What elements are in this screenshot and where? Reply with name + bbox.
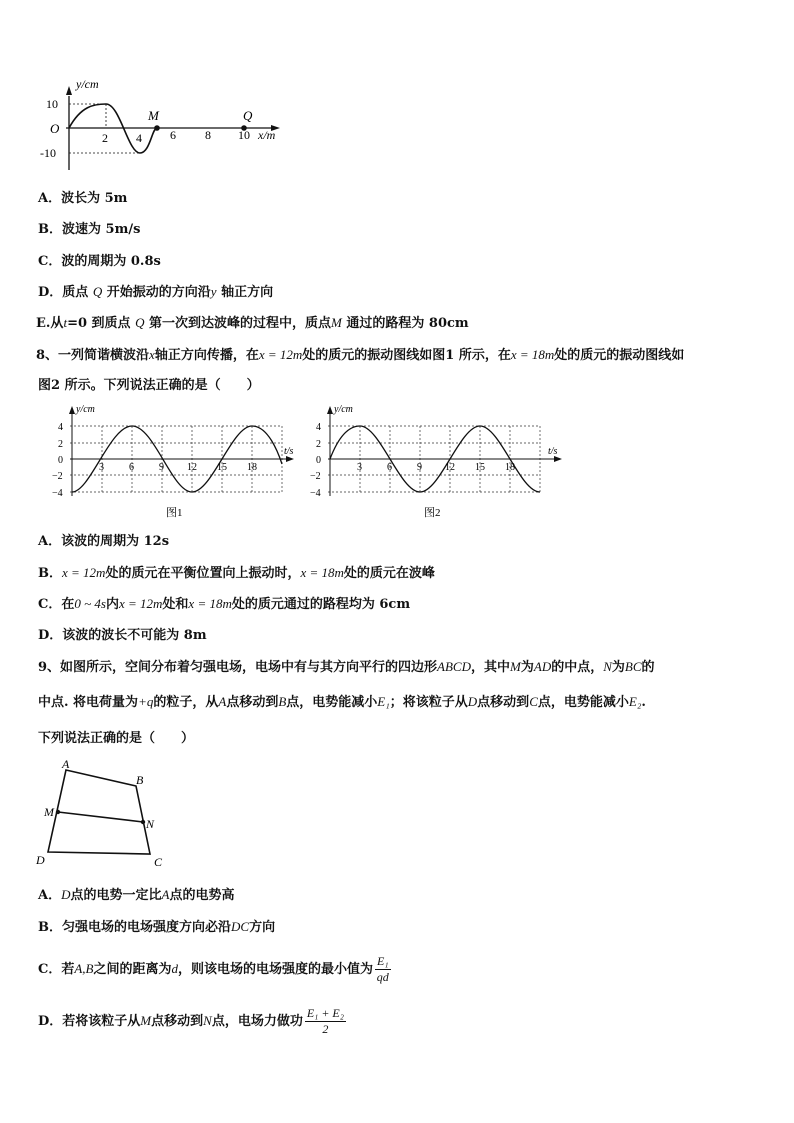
option-letter: A．: [38, 191, 62, 206]
text: =0 到质点: [67, 316, 131, 331]
text: 内: [105, 597, 119, 612]
fraction: [305, 1006, 346, 1037]
text: 为: [520, 660, 534, 675]
q7-wave-graph: [36, 76, 286, 172]
t-tick: 15: [475, 462, 485, 473]
var-q: Q: [92, 284, 103, 299]
q9-option-b: [38, 916, 275, 935]
q9-stem-line3: 下列说法正确的是（ ）: [38, 731, 195, 746]
text: ，其中: [471, 660, 511, 675]
text: B．匀强电场的电场强度方向必沿: [38, 920, 231, 935]
equation: x = 18m: [510, 347, 555, 362]
y-tick: 0: [316, 455, 321, 466]
var: D: [61, 887, 71, 902]
text: 点的电势高: [169, 888, 235, 903]
text: A．: [38, 888, 62, 903]
q9-option-c: [38, 954, 391, 985]
y-axis-label: y/cm: [334, 404, 353, 415]
t-axis-label: t/s: [548, 446, 558, 457]
q8-option-a: A．该波的周期为 12s: [38, 534, 170, 549]
q9-quadrilateral-figure: [32, 756, 172, 872]
y-tick: 0: [58, 455, 63, 466]
var-q: Q: [135, 315, 145, 330]
y-tick: −4: [310, 488, 321, 499]
var: E₁: [377, 694, 390, 709]
vertex-d-label: D: [36, 853, 45, 867]
option-letter: B．: [38, 222, 62, 237]
text: 处的质元的振动图线如: [554, 348, 685, 363]
var: E₂: [628, 694, 642, 709]
midpoint-m-label: M: [44, 805, 54, 819]
option-letter: C．: [38, 254, 62, 269]
t-tick: 18: [247, 462, 257, 473]
var: AD: [533, 659, 552, 674]
q7-x-tick: 4: [136, 131, 142, 145]
q7-y-tick-top: 10: [46, 97, 58, 111]
t-axis-label: t/s: [284, 446, 294, 457]
text: D．若将该粒子从: [38, 1014, 141, 1029]
equation: x = 12m: [118, 596, 163, 611]
equation: 0 ~ 4s: [74, 596, 106, 611]
y-tick: 2: [316, 439, 321, 450]
var: A,B: [74, 961, 94, 976]
q7-option-a: [38, 187, 127, 206]
text: 8、一列简谐横波沿: [36, 348, 150, 363]
q9-option-d: [38, 1006, 346, 1037]
y-tick: 2: [58, 439, 63, 450]
midpoint-n-label: N: [146, 817, 155, 831]
text: 处的质元通过的路程均为 6cm: [231, 597, 411, 612]
text: 点，电场力做功: [211, 1014, 303, 1029]
q7-option-d: [38, 281, 273, 300]
y-tick: 4: [58, 422, 63, 433]
t-tick: 3: [99, 462, 104, 473]
t-tick: 9: [417, 462, 422, 473]
t-tick: 9: [159, 462, 164, 473]
text: 轴正方向传播，在: [154, 348, 259, 363]
fraction: [375, 954, 391, 985]
var-m: M: [331, 315, 342, 330]
q7-origin-label: O: [50, 121, 60, 136]
q7-option-c: [38, 250, 161, 269]
var: N: [603, 659, 612, 674]
q8-vibration-graph-1: [50, 402, 296, 520]
var-x: x: [149, 347, 155, 362]
text: 点的电势一定比: [70, 888, 162, 903]
q9-option-a: [38, 884, 234, 903]
q8-option-c: [38, 593, 410, 612]
denominator: qd: [376, 970, 389, 984]
text: B．: [38, 566, 62, 581]
text: D．质点: [38, 285, 89, 300]
text: 的中点，: [551, 660, 604, 675]
y-tick: −4: [52, 488, 63, 499]
q8-option-b: [38, 562, 435, 581]
text: 处和: [162, 597, 189, 612]
text: C．在: [38, 597, 75, 612]
var: BC: [624, 659, 642, 674]
var: DC: [231, 919, 250, 934]
q8-stem-line2: 图2 所示。下列说法正确的是（ ）: [38, 378, 260, 393]
vertex-c-label: C: [154, 855, 163, 869]
text: 点移动到: [477, 695, 530, 710]
q7-point-q-label: Q: [243, 108, 253, 123]
text: 处的质元的振动图线如图1 所示，在: [302, 348, 511, 363]
text: 之间的距离为: [93, 962, 172, 977]
var: B: [278, 694, 287, 709]
text: 方向: [249, 920, 276, 935]
t-tick: 6: [129, 462, 134, 473]
var: D: [467, 694, 478, 709]
text: 为: [611, 660, 625, 675]
text: 的: [641, 660, 655, 675]
var: d: [171, 961, 179, 976]
equation: x = 18m: [188, 596, 232, 611]
text: 9、如图所示，空间分布着匀强电场，电场中有与其方向平行的四边形: [38, 660, 438, 675]
q7-y-axis-label: y/cm: [76, 77, 99, 91]
q7-x-tick: 2: [102, 131, 108, 145]
q7-y-tick-bottom: -10: [40, 146, 56, 160]
q7-x-tick: 6: [170, 128, 176, 142]
text: 处的质元在波峰: [343, 566, 435, 581]
t-tick: 15: [217, 462, 227, 473]
numerator: E₁: [377, 954, 389, 968]
q9-stem-line1: [38, 656, 655, 675]
text: .: [641, 695, 646, 710]
numerator: E₁ + E₂: [306, 1006, 344, 1020]
var-t: t: [63, 315, 68, 330]
text: 开始振动的方向沿: [106, 285, 211, 300]
y-tick: 4: [316, 422, 321, 433]
q8-stem-line1: [36, 344, 684, 363]
q9-stem-line2: [38, 691, 646, 710]
text: 中点. 将电荷量为: [38, 695, 139, 710]
t-tick: 18: [505, 462, 515, 473]
figure-caption: 图2: [424, 507, 441, 519]
text: 轴正方向: [221, 285, 274, 300]
var-y: y: [210, 284, 217, 299]
q7-x-tick: 10: [238, 128, 250, 142]
var: M: [140, 1013, 152, 1028]
q7-x-tick: 8: [205, 128, 211, 142]
text: 点移动到: [226, 695, 279, 710]
text: ，则该电场的电场强度的最小值为: [178, 962, 374, 977]
text: 点，电势能减小: [286, 695, 378, 710]
q8-vibration-graph-2: [308, 402, 572, 520]
q8-option-d: D．该波的波长不可能为 8m: [38, 628, 207, 643]
var: +q: [138, 694, 154, 709]
y-axis-label: y/cm: [76, 404, 95, 415]
text: ；将该粒子从: [389, 695, 468, 710]
text: 处的质元在平衡位置向上振动时，: [105, 566, 301, 581]
figure-caption: 图1: [166, 507, 183, 519]
var: C: [529, 694, 538, 709]
text: 第一次到达波峰的过程中，质点: [148, 316, 331, 331]
text: E.从: [36, 316, 64, 331]
option-text: 波速为 5m/s: [62, 222, 141, 237]
vertex-a-label: A: [62, 757, 70, 771]
var: M: [510, 659, 521, 674]
t-tick: 3: [357, 462, 362, 473]
t-tick: 12: [445, 462, 455, 473]
equation: x = 18m: [300, 565, 344, 580]
text: 通过的路程为 80cm: [346, 316, 469, 331]
y-tick: −2: [52, 471, 63, 482]
q7-option-b: [38, 218, 140, 237]
text: 点移动到: [151, 1014, 204, 1029]
q7-option-e: [36, 312, 469, 331]
text: 的粒子，从: [153, 695, 219, 710]
var: N: [203, 1013, 212, 1028]
option-text: 波的周期为 0.8s: [61, 254, 161, 269]
q7-x-axis-label: x/m: [258, 128, 276, 142]
var: A: [218, 694, 227, 709]
equation: x = 12m: [258, 347, 303, 362]
y-tick: −2: [310, 471, 321, 482]
var: A: [161, 887, 170, 902]
option-text: 波长为 5m: [61, 191, 128, 206]
vertex-b-label: B: [136, 773, 144, 787]
text: 点，电势能减小: [537, 695, 629, 710]
var: ABCD: [437, 659, 471, 674]
t-tick: 6: [387, 462, 392, 473]
t-tick: 12: [187, 462, 197, 473]
text: C．若: [38, 962, 75, 977]
equation: x = 12m: [62, 565, 106, 580]
q7-point-m-label: M: [148, 108, 159, 123]
denominator: 2: [322, 1022, 329, 1036]
